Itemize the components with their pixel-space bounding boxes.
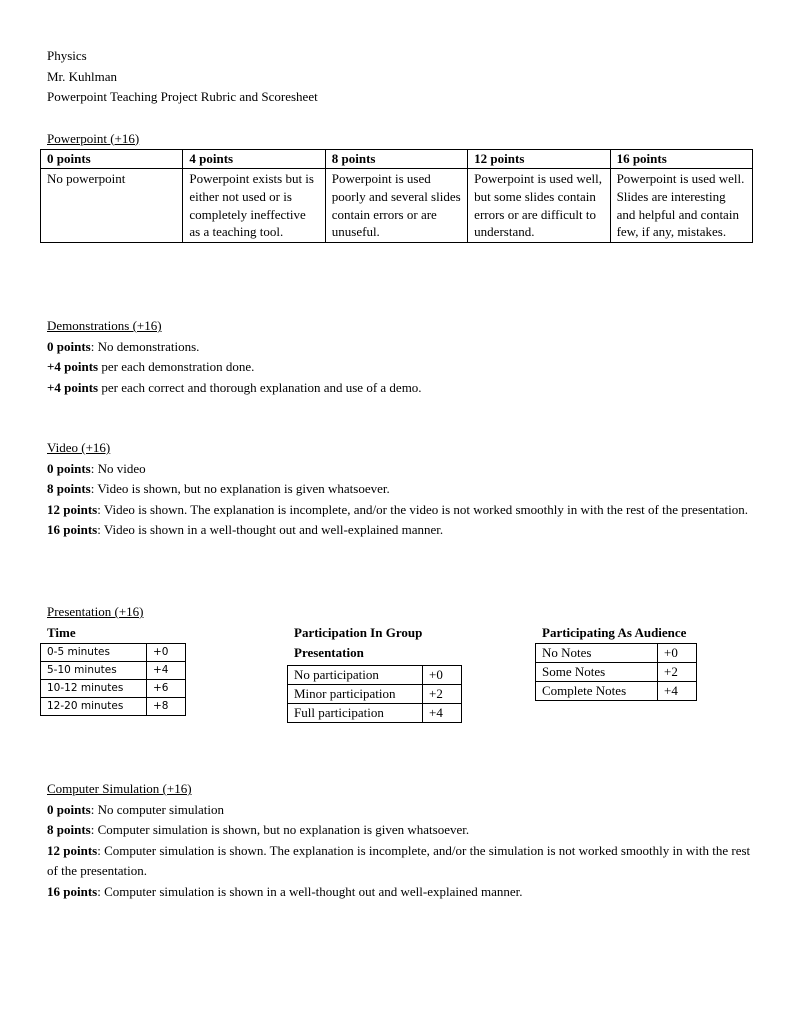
- criterion-text: : Video is shown, but no explanation is given whatsoever.: [90, 481, 390, 496]
- time-range: 0-5 minutes: [41, 644, 147, 662]
- time-points: +0: [147, 644, 186, 662]
- table-cell: No powerpoint: [41, 169, 183, 243]
- list-item: [47, 479, 753, 500]
- points-label: +4 points: [47, 359, 99, 374]
- time-table: [40, 643, 186, 716]
- video-section: [47, 438, 753, 541]
- computer-simulation-heading: Computer Simulation (+16): [47, 781, 192, 796]
- list-item: [47, 520, 753, 541]
- points-label: +4 points: [47, 379, 99, 395]
- audience-table: [535, 643, 697, 701]
- computer-simulation-section: [47, 779, 753, 902]
- presentation-section: [47, 602, 753, 720]
- points-label: 8 points: [47, 481, 91, 496]
- criterion-text: : Computer simulation is shown, but no explanation is given whatsoever.: [90, 822, 470, 837]
- group-participation-title: Participation In Group Presentation: [294, 625, 423, 660]
- document-title: Powerpoint Teaching Project Rubric and Scoresheet: [47, 89, 318, 104]
- criterion-text: : No computer simulation: [90, 801, 224, 817]
- time-points: +6: [147, 680, 186, 698]
- participation-points: +0: [423, 666, 462, 685]
- presentation-heading: Presentation (+16): [47, 604, 144, 619]
- participation-level: No participation: [288, 666, 423, 685]
- audience-column: [542, 623, 697, 701]
- notes-points: +2: [658, 663, 697, 682]
- points-label: 0 points: [47, 801, 91, 817]
- list-item: [47, 459, 753, 480]
- time-title: Time: [47, 625, 76, 640]
- teacher-name: Mr. Kuhlman: [47, 68, 118, 84]
- table-row: [41, 662, 186, 680]
- points-label: 16 points: [47, 522, 98, 537]
- list-item: [47, 337, 753, 358]
- time-points: +8: [147, 698, 186, 716]
- points-label: 16 points: [47, 883, 98, 899]
- table-cell: Powerpoint is used poorly and several slides contain errors or are unuseful.: [325, 169, 467, 243]
- table-row: [288, 704, 462, 723]
- list-item: [47, 378, 753, 399]
- column-header: 12 points: [468, 150, 610, 169]
- table-cell: Powerpoint exists but is either not used or is completely ineffective as a teaching tool.: [183, 169, 325, 243]
- notes-points: +4: [658, 682, 697, 701]
- table-cell: Powerpoint is used well, but some slides contain errors or are difficult to understand.: [468, 169, 610, 243]
- notes-points: +0: [658, 644, 697, 663]
- column-header: 4 points: [183, 150, 325, 169]
- table-row: [41, 680, 186, 698]
- points-label: 12 points: [47, 501, 98, 517]
- list-item: [47, 841, 753, 882]
- points-label: 12 points: [47, 842, 98, 858]
- participation-level: Full participation: [288, 704, 423, 723]
- table-row: [288, 685, 462, 704]
- points-label: 0 points: [47, 460, 91, 476]
- table-row: [288, 666, 462, 685]
- criterion-text: : Video is shown in a well-thought out and well-explained manner.: [97, 522, 444, 537]
- notes-level: Complete Notes: [536, 682, 658, 701]
- table-header-row: [41, 150, 753, 169]
- time-range: 12-20 minutes: [41, 698, 147, 716]
- criterion-text: : Computer simulation is shown. The explanation is incomplete, and/or the simulation is not worked smoothly in with the rest of the presentation.: [47, 842, 751, 878]
- demonstrations-heading: Demonstrations (+16): [47, 318, 162, 333]
- participation-points: +2: [423, 685, 462, 704]
- audience-title: Participating As Audience: [542, 625, 687, 640]
- column-header: 0 points: [41, 150, 183, 169]
- participation-points: +4: [423, 704, 462, 723]
- table-row: [41, 169, 753, 243]
- time-column: [47, 623, 186, 716]
- list-item: [47, 357, 753, 378]
- list-item: [47, 820, 753, 841]
- column-header: 8 points: [325, 150, 467, 169]
- powerpoint-heading: Powerpoint (+16): [47, 130, 140, 146]
- powerpoint-section: [47, 129, 753, 244]
- group-participation-column: [294, 623, 464, 723]
- table-row: [41, 644, 186, 662]
- criterion-text: : Video is shown. The explanation is incomplete, and/or the video is not worked smoothly in with the rest of the presentation.: [97, 501, 749, 517]
- criterion-text: per each correct and thorough explanation and use of a demo.: [98, 379, 422, 395]
- table-cell: Powerpoint is used well. Slides are interesting and helpful and contain few, if any, mistakes.: [610, 169, 752, 243]
- notes-level: Some Notes: [536, 663, 658, 682]
- group-participation-table: [287, 665, 462, 723]
- list-item: [47, 800, 753, 821]
- criterion-text: : No demonstrations.: [90, 338, 200, 354]
- column-header: 16 points: [610, 150, 752, 169]
- list-item: [47, 500, 753, 521]
- notes-level: No Notes: [536, 644, 658, 663]
- time-range: 5-10 minutes: [41, 662, 147, 680]
- list-item: [47, 882, 753, 903]
- points-label: 8 points: [47, 822, 91, 837]
- participation-level: Minor participation: [288, 685, 423, 704]
- powerpoint-rubric-table: [40, 149, 753, 243]
- demonstrations-section: [47, 316, 753, 398]
- criterion-text: : Computer simulation is shown in a well-thought out and well-explained manner.: [97, 883, 523, 899]
- time-range: 10-12 minutes: [41, 680, 147, 698]
- criterion-text: : No video: [90, 460, 146, 476]
- document-header: [47, 46, 753, 108]
- table-row: [41, 698, 186, 716]
- table-row: [536, 663, 697, 682]
- table-row: [536, 644, 697, 663]
- points-label: 0 points: [47, 338, 91, 354]
- criterion-text: per each demonstration done.: [98, 359, 255, 374]
- time-points: +4: [147, 662, 186, 680]
- video-heading: Video (+16): [47, 440, 111, 455]
- rubric-page: [47, 46, 753, 899]
- table-row: [536, 682, 697, 701]
- course-name: Physics: [47, 48, 87, 63]
